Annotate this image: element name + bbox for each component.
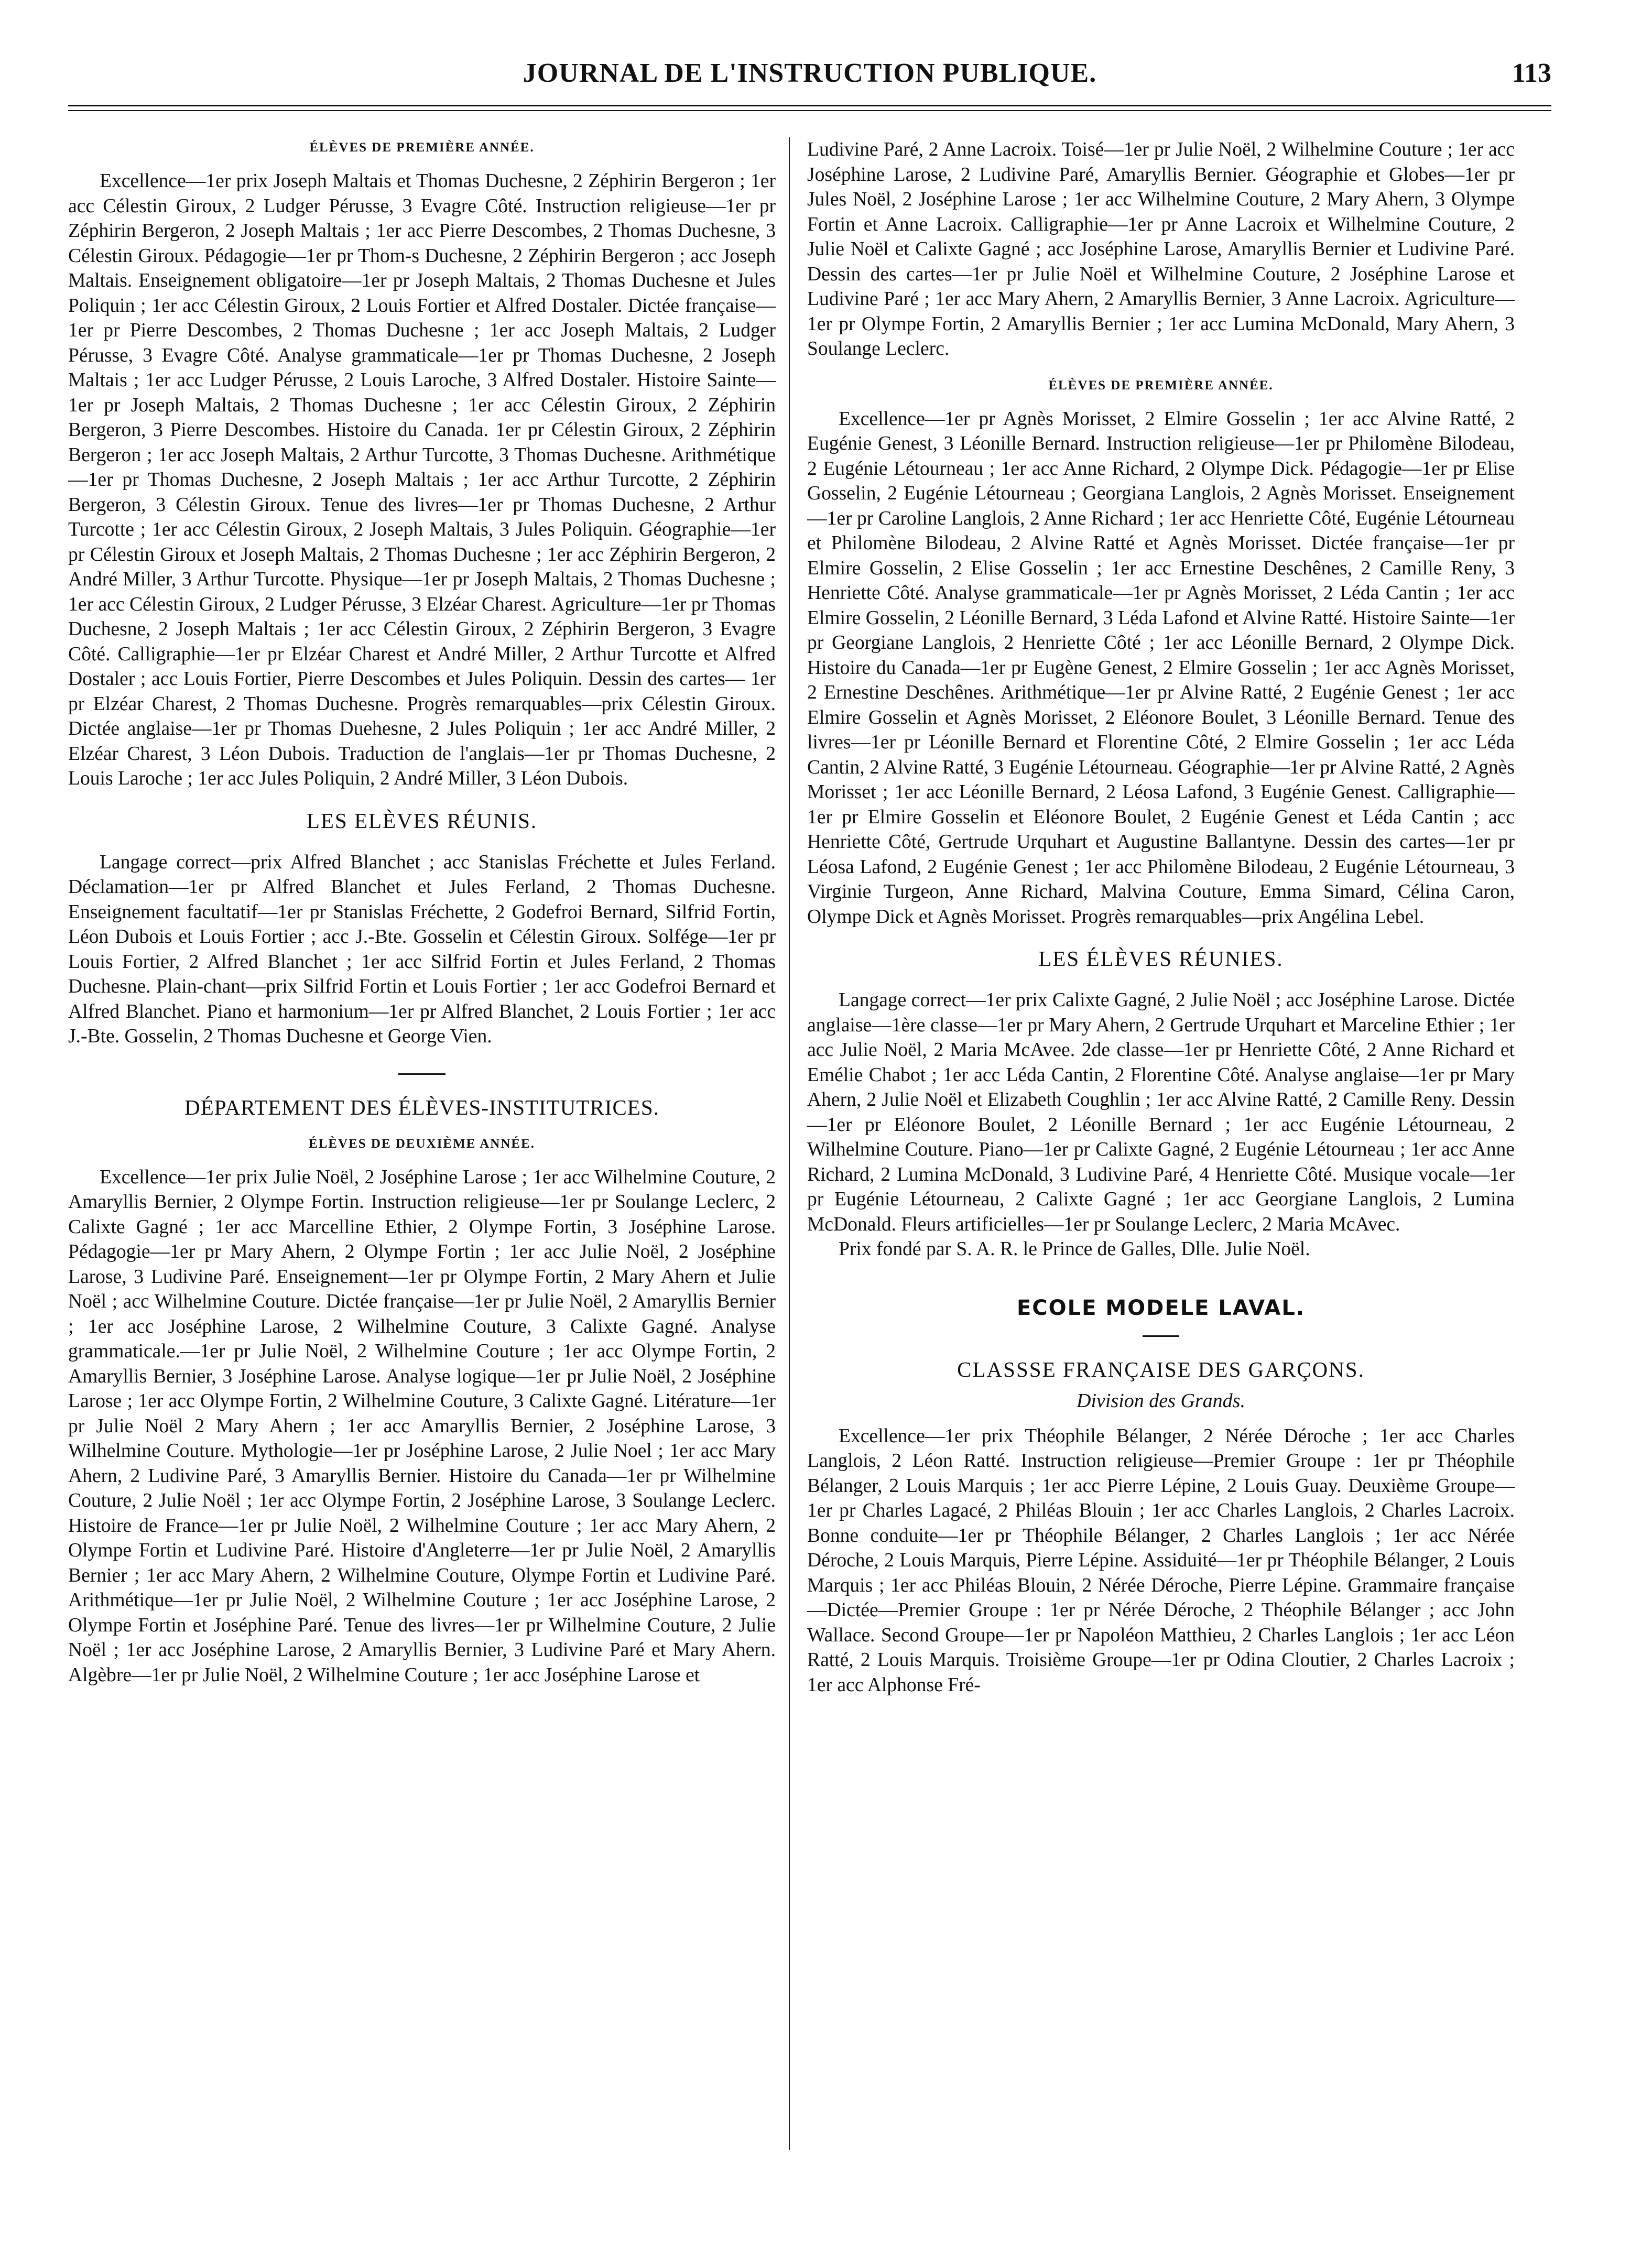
section-heading-ecole-modele-laval: ECOLE MODELE LAVAL. [1016,1295,1306,1320]
paragraph-eleves-reunies-prizes: Langage correct—1er prix Calixte Gagné, 2 Julie Noël ; acc Joséphine Larose. Dictée anglaise—1ère classe—1er pr Mary Ahern, 2 Gertrude Urquhart et Marceline Ethier ; 1er acc Julie Noël, 2 Maria McAvee. 2de classe—1er pr Henriette Côté, 2 Anne Richard et Emélie Chabot ; 1er acc Léda Cantin, 2 Florentine Côté. Analyse anglaise—1er pr Mary Ahern, 2 Julie Noël et Elizabeth Coughlin ; 1er acc Alvine Ratté, 2 Camille Reny. Dessin—1er pr Eléonore Boulet, 2 Léonille Bernard ; 1er acc Eugénie Létourneau, 2 Wilhelmine Couture. Piano—1er pr Calixte Gagné, 2 Eugénie Létourneau ; 1er acc Anne Richard, 2 Lumina McDonald, 3 Ludivine Paré, 4 Henriette Côté. Musique vocale—1er pr Eugénie Létourneau, 2 Calixte Gagné ; 1er acc Georgiane Langlois, 2 Lumina McDonald. Fleurs artificielles—1er pr Soulange Leclerc, 2 Maria McAvec. [807,989,1515,1235]
left-column [68,137,776,1687]
right-column [807,137,1515,1697]
paragraph-division-grands-prizes: Excellence—1er prix Théophile Bélanger, 2 Nérée Déroche ; 1er acc Charles Langlois, 2 Léon Ratté. Instruction religieuse—Premier Groupe : 1er pr Théophile Bélanger, 2 Louis Marquis ; 1er acc Pierre Lépine, 2 Louis Guay. Deuxième Groupe—1er pr Charles Lagacé, 2 Philéas Blouin ; 1er acc Charles Langlois, 2 Charles Lacroix. Bonne conduite—1er pr Théophile Bélanger, 2 Charles Langlois ; 1er acc Nérée Déroche, 2 Louis Marquis, Pierre Lépine. Assiduité—1er pr Théophile Bélanger, 2 Louis Marquis ; 1er acc Philéas Blouin, 2 Nérée Déroche, Pierre Lépine. Grammaire française—Dictée—Premier Groupe : 1er pr Nérée Déroche, 2 Théophile Bélanger ; acc John Wallace. Second Groupe—1er pr Napoléon Matthieu, 2 Charles Langlois ; 1er acc Léon Ratté, 2 Louis Marquis. Troisième Groupe—1er pr Odina Cloutier, 2 Charles Lacroix ; 1er acc Alphonse Fré- [807,1425,1515,1696]
section-heading-eleves-reunis: LES ELÈVES RÉUNIS. [306,808,538,833]
section-heading-premiere-annee: ÉLÈVES DE PREMIÈRE ANNÉE. [309,140,535,155]
section-heading-division-grands: Division des Grands. [1077,1389,1245,1412]
section-separator-short [1143,1335,1179,1337]
journal-title: JOURNAL DE L'INSTRUCTION PUBLIQUE. [523,58,1097,88]
column-divider [789,137,790,2150]
section-separator [398,1073,445,1075]
header-rule-bottom [68,110,1551,111]
section-heading-deuxieme-annee: ÉLÈVES DE DEUXIÈME ANNÉE. [308,1136,536,1151]
section-heading-eleves-reunies: LES ÉLÈVES RÉUNIES. [1038,946,1284,971]
section-heading-departement: DÉPARTEMENT DES ÉLÈVES-INSTITUTRICES. [184,1095,659,1119]
paragraph-premiere-annee-prizes: Excellence—1er prix Joseph Maltais et Thomas Duchesne, 2 Zéphirin Bergeron ; 1er acc Célestin Giroux, 2 Ludger Pérusse, 3 Evagre Côté. Instruction religieuse—1er pr Zéphirin Bergeron, 2 Joseph Maltais ; 1er acc Pierre Descombes, 2 Thomas Duchesne, 3 Célestin Giroux. Pédagogie—1er pr Thom-s Duchesne, 2 Zéphirin Bergeron ; acc Joseph Maltais. Enseignement obligatoire—1er pr Joseph Maltais, 2 Thomas Duchesne et Jules Poliquin ; 1er acc Célestin Giroux, 2 Louis Fortier et Alfred Dostaler. Dictée française—1er pr Pierre Descombes, 2 Thomas Duchesne ; 1er acc Joseph Maltais, 2 Ludger Pérusse, 3 Evagre Côté. Analyse grammaticale—1er pr Thomas Duchesne, 2 Joseph Maltais ; 1er acc Ludger Pérusse, 2 Louis Laroche, 3 Alfred Dostaler. Histoire Sainte—1er pr Joseph Maltais, 2 Thomas Duchesne ; 1er acc Célestin Giroux, 2 Zéphirin Bergeron, 3 Pierre Descombes. Histoire du Canada. 1er pr Célestin Giroux, 2 Zéphirin Bergeron ; 1er acc Joseph Maltais, 2 Arthur Turcotte, 3 Thomas Duchesne. Arithmétique—1er pr Thomas Duchesne, 2 Joseph Maltais ; 1er acc Arthur Turcotte, 2 Zéphirin Bergeron, 3 Célestin Giroux. Tenue des livres—1er pr Thomas Duchesne, 2 Arthur Turcotte ; 1er acc Célestin Giroux, 2 Joseph Maltais, 3 Jules Poliquin. Géographie—1er pr Célestin Giroux et Joseph Maltais, 2 Thomas Duchesne ; 1er acc Zéphirin Bergeron, 2 André Miller, 3 Arthur Turcotte. Physique—1er pr Joseph Maltais, 2 Thomas Duchesne ; 1er acc Célestin Giroux, 2 Ludger Pérusse, 3 Elzéar Charest. Agriculture—1er pr Thomas Duchesne, 2 Joseph Maltais ; 1er acc Célestin Giroux, 2 Zéphirin Bergeron, 3 Evagre Côté. Calligraphie—1er pr Elzéar Charest et André Miller, 2 Arthur Turcotte et Alfred Dostaler ; acc Louis Fortier, Pierre Descombes et Jules Poliquin. Dessin des cartes— 1er pr Elzéar Charest, 2 Thomas Duchesne. Progrès remarquables—prix Célestin Giroux. Dictée anglaise—1er pr Thomas Duehesne, 2 Jules Poliquin ; 1er acc André Miller, 2 Elzéar Charest, 3 Léon Dubois. Traduction de l'anglais—1er pr Thomas Duchesne, 2 Louis Laroche ; 1er acc Jules Poliquin, 2 André Miller, 3 Léon Dubois. [68,170,776,789]
section-heading-premiere-annee-institutrices: ÉLÈVES DE PREMIÈRE ANNÉE. [1048,378,1274,393]
header-rule-top [68,105,1551,106]
paragraph-eleves-reunis-prizes: Langage correct—prix Alfred Blanchet ; acc Stanislas Fréchette et Jules Ferland. Déclamation—1er pr Alfred Blanchet et Jules Ferland, 2 Thomas Duchesne. Enseignement facultatif—1er pr Stanislas Fréchette, 2 Godefroi Bernard, Silfrid Fortin, Léon Dubois et Louis Fortier ; acc J.-Bte. Gosselin et Célestin Giroux. Solfége—1er pr Louis Fortier, 2 Alfred Blanchet ; 1er acc Silfrid Fortin et Jules Ferland, 2 Thomas Duchesne. Plain-chant—prix Silfrid Fortin et Louis Fortier ; 1er acc Godefroi Bernard et Alfred Blanchet. Piano et harmonium—1er pr Alfred Blanchet, 2 Louis Fortier ; 1er acc J.-Bte. Gosselin, 2 Thomas Duchesne et George Vien. [68,851,776,1047]
paragraph-premiere-annee-institutrices-prizes: Excellence—1er pr Agnès Morisset, 2 Elmire Gosselin ; 1er acc Alvine Ratté, 2 Eugénie Genest, 3 Léonille Bernard. Instruction religieuse—1er pr Philomène Bilodeau, 2 Eugénie Létourneau ; 1er acc Anne Richard, 2 Olympe Dick. Pédagogie—1er pr Elise Gosselin, 2 Eugénie Létourneau ; Georgiana Langlois, 2 Agnès Morisset. Enseignement—1er pr Caroline Langlois, 2 Anne Richard ; 1er acc Henriette Côté, Eugénie Létourneau et Philomène Bilodeau, 2 Alvine Ratté et Agnès Morisset. Dictée française—1er pr Elmire Gosselin, 2 Elise Gosselin ; 1er acc Ernestine Deschênes, 2 Camille Reny, 3 Henriette Côté. Analyse grammaticale—1er pr Agnès Morisset, 2 Léda Cantin ; 1er acc Elmire Gosselin, 2 Léonille Bernard, 3 Léda Lafond et Alvine Ratté. Histoire Sainte—1er pr Georgiane Langlois, 2 Henriette Côté ; 1er acc Léonille Bernard, 2 Olympe Dick. Histoire du Canada—1er pr Eugène Genest, 2 Elmire Gosselin ; 1er acc Agnès Morisset, 2 Ernestine Deschênes. Arithmétique—1er pr Alvine Ratté, 2 Eugénie Genest ; 1er acc Elmire Gosselin et Agnès Morisset, 2 Eléonore Boulet, 3 Léonille Bernard. Tenue des livres—1er pr Léonille Bernard et Florentine Côté, 2 Elmire Gosselin ; 1er acc Léda Cantin, 2 Alvine Ratté, 3 Eugénie Létourneau. Géographie—1er pr Alvine Ratté, 2 Agnès Morisset ; 1er acc Léonille Bernard, 2 Léosa Lafond, 3 Eugénie Genest. Calligraphie—1er pr Elmire Gosselin et Eléonore Boulet, 2 Eugénie Genest et Léda Cantin ; acc Henriette Côté, Gertrude Urquhart et Augustine Ballantyne. Dessin des cartes—1er pr Léosa Lafond, 2 Eugénie Genest ; 1er acc Philomène Bilodeau, 2 Eugénie Létourneau, 3 Virginie Turgeon, Anne Richard, Malvina Couture, Emma Simard, Célina Caron, Olympe Dick et Agnès Morisset. Progrès remarquables—prix Angélina Lebel. [807,408,1515,928]
paragraph-deuxieme-annee-continued: Ludivine Paré, 2 Anne Lacroix. Toisé—1er pr Julie Noël, 2 Wilhelmine Couture ; 1er acc Joséphine Larose, 2 Ludivine Paré, Amaryllis Bernier. Géographie et Globes—1er pr Jules Noël, 2 Joséphine Larose ; 1er acc Wilhelmine Couture, 2 Mary Ahern, 3 Olympe Fortin et Anne Lacroix. Calligraphie—1er pr Anne Lacroix et Wilhelmine Couture, 2 Julie Noël et Calixte Gagné ; acc Joséphine Larose, Amaryllis Bernier et Ludivine Paré. Dessin des cartes—1er pr Julie Noël et Wilhelmine Couture, 2 Joséphine Larose et Ludivine Paré ; 1er acc Mary Ahern, 2 Amaryllis Bernier, 3 Anne Lacroix. Agriculture—1er pr Olympe Fortin, 2 Amaryllis Bernier ; 1er acc Lumina McDonald, Mary Ahern, 3 Soulange Leclerc. [807,139,1515,360]
page-number: 113 [1512,58,1551,88]
section-heading-classe-francaise: CLASSSE FRANÇAISE DES GARÇONS. [957,1357,1365,1381]
paragraph-deuxieme-annee-prizes: Excellence—1er prix Julie Noël, 2 Joséphine Larose ; 1er acc Wilhelmine Couture, 2 Amaryllis Bernier, 2 Olympe Fortin. Instruction religieuse—1er pr Soulange Leclerc, 2 Calixte Gagné ; 1er acc Marcelline Ethier, 2 Olympe Fortin, 3 Joséphine Larose. Pédagogie—1er pr Mary Ahern, 2 Olympe Fortin ; 1er acc Julie Noël, 2 Joséphine Larose, 3 Ludivine Paré. Enseignement—1er pr Olympe Fortin, 2 Mary Ahern et Julie Noël ; acc Wilhelmine Couture. Dictée française—1er pr Julie Noël, 2 Amaryllis Bernier ; 1er acc Joséphine Larose, 2 Wilhelmine Couture, 3 Calixte Gagné. Analyse grammaticale.—1er pr Julie Noël, 2 Wilhelmine Couture ; 1er acc Olympe Fortin, 2 Amaryllis Bernier, 3 Joséphine Larose. Analyse logique—1er pr Julie Noël, 2 Joséphine Larose ; 1er acc Olympe Fortin, 2 Wilhelmine Couture, 3 Calixte Gagné. Litérature—1er pr Julie Noël 2 Mary Ahern ; 1er acc Amaryllis Bernier, 2 Joséphine Larose, 3 Wilhelmine Couture. Mythologie—1er pr Joséphine Larose, 2 Julie Noel ; 1er acc Mary Ahern, 2 Ludivine Paré, 3 Amaryllis Bernier. Histoire du Canada—1er pr Wilhelmine Couture, 2 Julie Noël ; 1er acc Olympe Fortin, 2 Joséphine Larose, 3 Soulange Leclerc. Histoire de France—1er pr Julie Noël, 2 Wilhelmine Couture ; 1er acc Mary Ahern, 2 Olympe Fortin et Ludivine Paré. Histoire d'Angleterre—1er pr Julie Noël, 2 Amaryllis Bernier ; 1er acc Mary Ahern, 2 Wilhelmine Couture, Olympe Fortin et Ludivine Paré. Arithmétique—1er pr Julie Noël, 2 Wilhelmine Couture ; 1er acc Joséphine Larose, 2 Olympe Fortin et Joséphine Paré. Tenue des livres—1er pr Wilhelmine Couture, 2 Julie Noël ; 1er acc Joséphine Larose, 2 Amaryllis Bernier, 3 Ludivine Paré et Mary Ahern. Algèbre—1er pr Julie Noël, 2 Wilhelmine Couture ; 1er acc Joséphine Larose et [68,1166,776,1686]
page-header [68,52,1551,110]
paragraph-prix-prince-de-galles: Prix fondé par S. A. R. le Prince de Galles, Dlle. Julie Noël. [839,1238,1310,1260]
